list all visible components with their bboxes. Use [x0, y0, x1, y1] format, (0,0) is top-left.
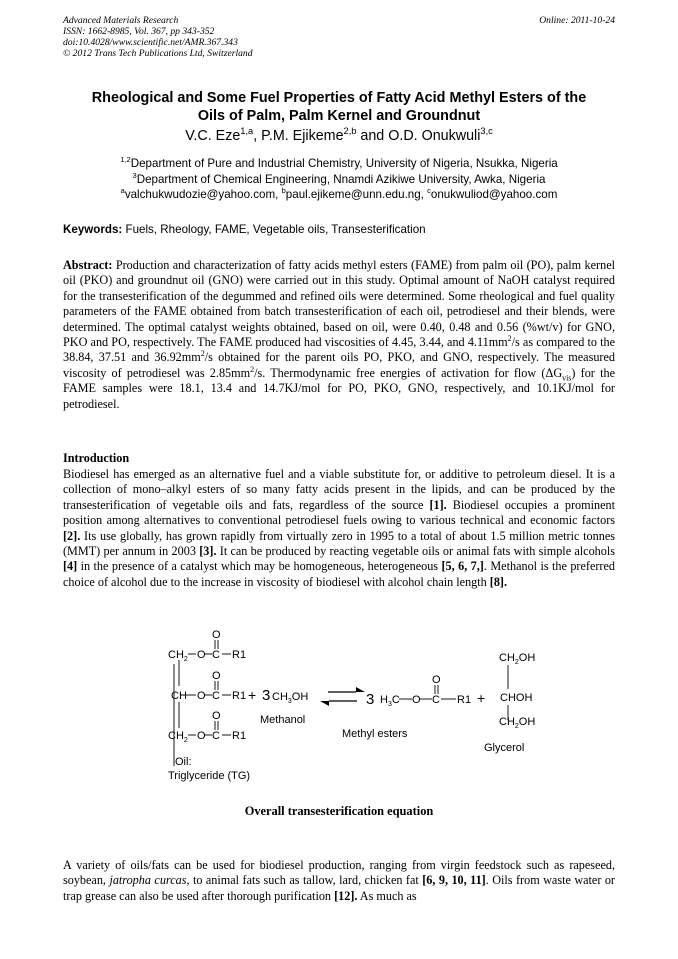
author-1-mark: 1,a — [240, 126, 254, 137]
abstract-text: /s as compared to the 38.84, 37.51 and 36.92mm — [63, 335, 615, 365]
abstract-text: /s. Thermodynamic free energies of activation for flow (ΔG — [254, 365, 563, 380]
title-line-1: Rheological and Some Fuel Properties of Fatty Acid Methyl Esters of the — [91, 90, 587, 106]
r1-group: R1 — [232, 730, 247, 742]
subscript: 3 — [387, 701, 392, 708]
abstract-text: ) for the FAME samples were 18.1, 13.4 and 14.7KJ/mol for PO, PKO, GNO, respectively, and 10.1KJ/mol for petrodiesel. — [63, 365, 615, 411]
author-emails — [50, 187, 628, 203]
svg-text:CH3OH — [272, 691, 308, 705]
superscript: 2 — [250, 364, 255, 374]
journal-name: Advanced Materials Research — [63, 15, 179, 26]
author-2-mark: 2,b — [343, 126, 357, 137]
body-text: , to animal fats such as tallow, lard, chicken fat — [186, 873, 423, 888]
body-text: Biodiesel occupies a prominent position among alternatives to conventional petrodiesel fuels owing to various technical and economic factors — [63, 497, 615, 528]
ch2-group: CH — [499, 652, 515, 664]
body-text: Its use globally, has grown rapidly from virtually zero in 1995 to a total of about 1.5 million metric tonnes (MMT) per annum in 2003 — [63, 528, 615, 559]
issn-line: ISSN: 1662-8985, Vol. 367, pp 343-352 — [63, 26, 215, 37]
abstract-text: /s obtained for the parent oils PO, PKO, and GNO, respectively. The measured viscosity of petrodiesel was 2.85mm — [63, 350, 615, 380]
body-text: A variety of oils/fats can be used for biodiesel production, ranging from virgin feedstock such as rapeseed, soybean, — [63, 858, 615, 888]
triglyceride-label: Triglyceride (TG) — [168, 770, 251, 782]
body-text: in the presence of a catalyst which may be homogeneous, heterogeneous — [77, 559, 442, 574]
carbon-atom: C — [432, 694, 440, 706]
abstract-label: Abstract: — [63, 258, 113, 272]
glycerol-label: Glycerol — [484, 742, 525, 754]
body-text: . Methanol is the preferred choice of alcohol due to the increase in viscosity of biodiesel with alcohol chain length — [63, 559, 615, 589]
email-b: paul.ejikeme@unn.edu.ng, — [285, 188, 428, 201]
email-c: onukwuliod@yahoo.com — [430, 188, 558, 201]
affiliation-2-text: Department of Chemical Engineering, Nnamdi Azikiwe University, Awka, Nigeria — [136, 172, 546, 186]
body-text: Biodiesel has emerged as an alternative fuel and a viable substitute for, or additive to petroleum diesel. It is a collection of mono–alkyl esters of so many fatty acids present in the lipids, and can be produced by the transesterification of vegetable oils and fats, regardless of the source — [63, 467, 615, 512]
subscript: 2 — [514, 659, 519, 666]
svg-text:CH2OH — [499, 716, 535, 730]
citation: [12]. — [334, 888, 358, 903]
hydroxyl-group: OH — [518, 652, 536, 664]
email-c-mark: c — [427, 186, 431, 196]
oxygen-atom: O — [212, 710, 221, 722]
ch2-group: CH — [168, 730, 184, 742]
author-3: O.D. Onukwuli — [388, 128, 481, 144]
feedstock-paragraph — [63, 858, 615, 904]
author-separator: , — [253, 128, 262, 144]
copyright-line: © 2012 Trans Tech Publications Ltd, Switzerland — [63, 48, 253, 59]
author-list — [50, 127, 628, 145]
citation: [5, 6, 7,] — [441, 559, 484, 574]
oil-label: Oil: — [175, 756, 192, 768]
title-line-2: Oils of Palm, Palm Kernel and Groundnut — [197, 107, 481, 124]
introduction-heading: Introduction — [63, 451, 130, 465]
plus-sign: + — [248, 687, 257, 703]
r1-group: R1 — [457, 694, 472, 706]
body-text: It can be produced by reacting vegetable oils or animal fats with simple alcohols — [216, 544, 615, 559]
hydroxyl-group: OH — [291, 691, 309, 703]
author-2: P.M. Ejikeme — [261, 128, 344, 144]
keywords-text: Fuels, Rheology, FAME, Vegetable oils, Transesterification — [122, 223, 426, 236]
oxygen-atom: O — [212, 629, 221, 641]
citation: [4] — [63, 559, 78, 574]
oxygen-atom: O — [432, 674, 441, 686]
body-text: . Oils from waste water or trap grease can also be used after thorough purification — [63, 873, 615, 903]
keywords-label: Keywords: — [63, 223, 123, 236]
glycerol-product — [477, 652, 535, 754]
citation: [3]. — [199, 544, 217, 559]
ch2-group: CH — [168, 649, 184, 661]
italic-term: jatropha curcas — [109, 873, 187, 888]
email-b-mark: b — [281, 186, 286, 196]
affiliation-2-mark: 3 — [132, 170, 137, 180]
ch2-group: CH — [499, 716, 515, 728]
abstract — [63, 258, 615, 412]
citation: [1]. — [429, 497, 447, 512]
svg-text:H3C — [380, 694, 400, 708]
doi-line: doi:10.4028/www.scientific.net/AMR.367.343 — [63, 37, 238, 48]
oxygen-atom: O — [197, 730, 206, 742]
author-1: V.C. Eze — [185, 128, 241, 144]
affiliation-2 — [50, 172, 628, 188]
svg-text:CH2 — [168, 730, 188, 744]
keywords — [63, 222, 615, 237]
oxygen-atom: O — [197, 649, 206, 661]
methyl-ester-product — [342, 674, 471, 740]
stoichiometric-coefficient: 3 — [262, 687, 271, 704]
equilibrium-arrows — [320, 687, 365, 706]
methyl-esters-label: Methyl esters — [342, 728, 408, 740]
r1-group: R1 — [232, 649, 247, 661]
introduction-paragraph — [63, 467, 615, 590]
citation: [6, 9, 10, 11] — [422, 873, 486, 888]
author-separator: and — [356, 128, 389, 144]
hydroxyl-group: OH — [515, 692, 533, 704]
scheme-caption: Overall transesterification equation — [244, 804, 434, 818]
subscript: vis — [562, 373, 572, 383]
ch3-group: CH — [272, 691, 288, 703]
email-a: valchukwudozie@yahoo.com, — [124, 188, 282, 201]
carbon-atom: C — [212, 690, 220, 702]
subscript: 3 — [287, 698, 292, 705]
subscript: 2 — [183, 656, 188, 663]
email-a-mark: a — [120, 186, 125, 196]
hydroxyl-group: OH — [518, 716, 536, 728]
ch-group: CH — [171, 690, 187, 702]
carbon-atom: C — [212, 730, 220, 742]
journal-header — [63, 15, 615, 59]
online-date: Online: 2011-10-24 — [539, 15, 615, 26]
oxygen-atom: O — [412, 694, 421, 706]
abstract-text: Production and characterization of fatty acids methyl esters (FAME) from palm oil (PO), palm kernel oil (PKO) and groundnut oil (GNO) were carried out in this study. Optimal amount of NaOH catalyst required for the transesterification of the degummed and refined oils were determined. Some rheological and fuel quality parameters of the FAME obtained from batch transesterification of each oil, petrodiesel and their blends, were determined. The optimal catalyst weights obtained, based on oil, were 0.40, 0.48 and 0.56 (%wt/v) for GNO, PKO and PO, respectively. The FAME produced had viscosities of 4.45, 3.44, and 4.11mm — [63, 258, 615, 350]
r1-group: R1 — [232, 690, 247, 702]
methanol-reactant — [248, 687, 308, 726]
svg-text:CHOH — [500, 692, 532, 704]
affiliation-1-mark: 1,2 — [120, 155, 131, 165]
author-3-mark: 3,c — [480, 126, 493, 137]
oxygen-atom: O — [212, 670, 221, 682]
plus-sign: + — [477, 690, 486, 706]
paper-title — [50, 90, 628, 125]
affiliations — [50, 156, 628, 203]
superscript: 2 — [507, 333, 512, 343]
stoichiometric-coefficient: 3 — [366, 691, 375, 708]
carbon-atom: C — [212, 649, 220, 661]
ch-group: CH — [500, 692, 516, 704]
methanol-label: Methanol — [260, 714, 306, 726]
affiliation-1-text: Department of Pure and Industrial Chemistry, University of Nigeria, Nsukka, Nigeria — [130, 157, 558, 170]
affiliation-1 — [50, 156, 628, 172]
carbon-atom: C — [391, 694, 400, 706]
citation: [8]. — [489, 574, 508, 589]
body-text: As much as — [357, 888, 417, 903]
transesterification-scheme — [0, 620, 678, 790]
svg-text:CH2 — [168, 649, 188, 663]
citation: [2]. — [63, 528, 81, 543]
oxygen-atom: O — [197, 690, 206, 702]
subscript: 2 — [514, 723, 519, 730]
svg-text:CH2OH — [499, 652, 535, 666]
superscript: 2 — [200, 349, 205, 359]
triglyceride-structure — [168, 629, 250, 782]
subscript: 2 — [183, 737, 188, 744]
h3c-group: H — [380, 694, 388, 706]
